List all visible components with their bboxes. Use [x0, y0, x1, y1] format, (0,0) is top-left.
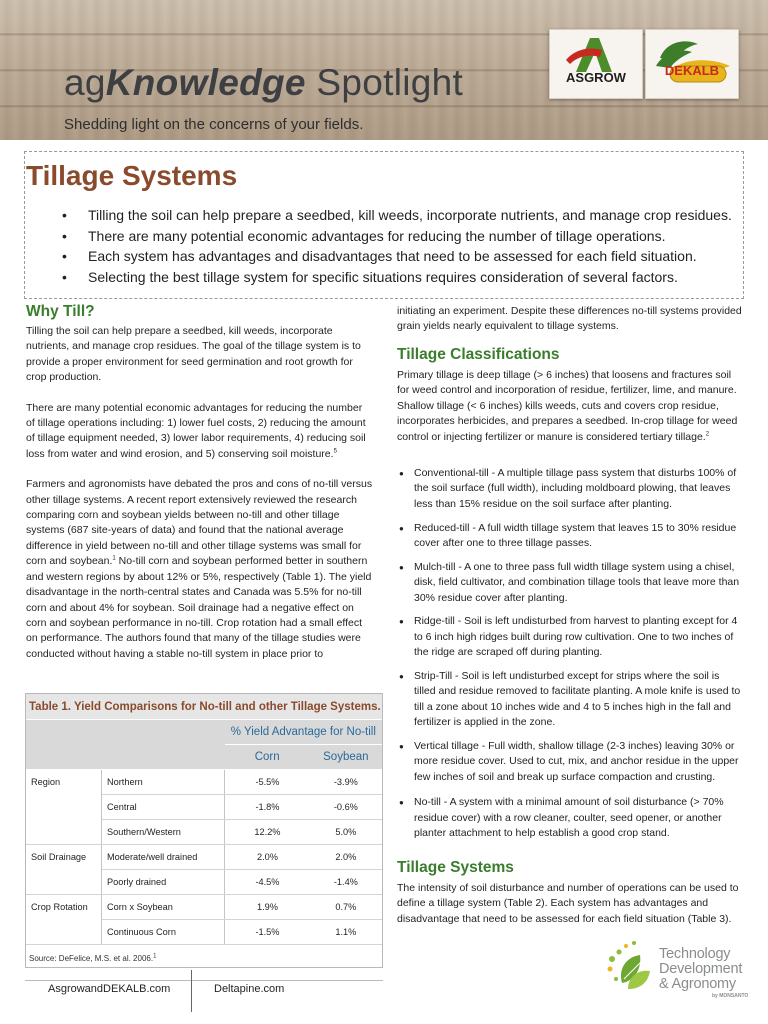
table-row [26, 895, 382, 920]
soybean-value: -0.6% [310, 795, 382, 820]
reference-mark: 2 [705, 431, 710, 438]
table-header-corn: Corn [225, 745, 310, 770]
row-label: Southern/Western [102, 820, 225, 845]
leaf-dots-icon [604, 933, 664, 1003]
page-header [0, 0, 768, 140]
table-source [29, 954, 156, 963]
summary-bullets [62, 205, 732, 287]
group-spacer [26, 820, 102, 845]
corn-value: -1.8% [225, 795, 310, 820]
summary-bullet: • Each system has advantages and disadvantages that need to be assessed for each field situation. [62, 246, 732, 267]
table-row [26, 820, 382, 845]
classification-item: ● Strip-Till - Soil is left undisturbed except for strips where the soil is tilled and residue removed to facilitate planting. A mole knife is used to till a zone about 10 inches wide and 4 to 5 inches high in the fall and fertilizer is applied in the zone. [397, 669, 743, 731]
row-label: Central [102, 795, 225, 820]
footer-link-asgrow-dekalb[interactable]: AsgrowandDEKALB.com [48, 983, 171, 995]
tda-line-2: Development [659, 961, 743, 977]
classification-item: ● Vertical tillage - Full width, shallow tillage (2-3 inches) leaving 30% or more residue cover. Used to cut, mix, and anchor residue in the upper few inches of soil and break up surface compaction and crusting. [397, 739, 743, 785]
footer-separator [191, 970, 192, 1012]
reference-mark: 1 [153, 953, 157, 960]
table-title: Table 1. Yield Comparisons for No-till and other Tillage Systems. [26, 694, 382, 719]
footer-link-deltapine[interactable]: Deltapine.com [214, 983, 285, 995]
row-label: Moderate/well drained [102, 845, 225, 870]
brand-prefix: ag [64, 62, 106, 103]
why-till-paragraph-2 [26, 401, 373, 463]
brand-knowledge: Knowledge [105, 62, 306, 103]
soybean-value: 1.1% [310, 920, 382, 945]
asgrow-logo-text: ASGROW [566, 70, 626, 85]
table-row [26, 845, 382, 870]
group-spacer [26, 870, 102, 895]
reference-mark: 5 [333, 448, 337, 455]
why-till-continued: initiating an experiment. Despite these differences no-till systems provided grain yields nearly equivalent to tillage systems. [397, 305, 742, 333]
brand-title [64, 62, 463, 104]
why-till-body [26, 324, 373, 677]
classification-item: ● No-till - A system with a minimal amount of soil disturbance (> 70% residue cover) with a row cleaner, coulter, seed opener, or another planter attachment to help establish a good crop stand. [397, 795, 743, 841]
corn-value: 2.0% [225, 845, 310, 870]
soybean-value: 0.7% [310, 895, 382, 920]
tillage-systems-heading: Tillage Systems [397, 859, 514, 876]
soybean-value: 2.0% [310, 845, 382, 870]
table-header-yield: % Yield Advantage for No-till [225, 720, 382, 745]
table-row [26, 870, 382, 895]
why-till-paragraph-3 [26, 477, 373, 662]
why-till-paragraph-2-text: There are many potential economic advantages for reducing the number of tillage operations including: 1) lower fuel costs, 2) reducing the amount of tillage equipment needed, 3) lower labor requirements, 4) reducing soil loss from water and wind erosion, and 5) conserving soil moisture. [26, 401, 366, 460]
tillage-classification-list [397, 466, 743, 850]
page-title: Tillage Systems [26, 160, 238, 191]
brand-suffix: Spotlight [305, 62, 464, 103]
summary-bullet: • There are many potential economic advantages for reducing the number of tillage operations. [62, 226, 732, 247]
soybean-value: -1.4% [310, 870, 382, 895]
footer-divider [25, 980, 383, 981]
summary-bullet: • Selecting the best tillage system for specific situations requires consideration of several factors. [62, 267, 732, 288]
row-label: Poorly drained [102, 870, 225, 895]
reference-mark: 1 [112, 555, 116, 562]
corn-value: -1.5% [225, 920, 310, 945]
classification-item: ● Reduced-till - A full width tillage system that leaves 15 to 30% residue cover after one to three tillage passes. [397, 521, 743, 552]
yield-comparison-table [25, 693, 383, 968]
group-label: Soil Drainage [26, 845, 102, 870]
dekalb-logo [645, 29, 739, 99]
group-label: Region [26, 770, 102, 795]
corn-value: -5.5% [225, 770, 310, 795]
tda-line-1: Technology [659, 946, 731, 962]
group-spacer [26, 920, 102, 945]
yield-table [26, 720, 382, 945]
classification-item: ● Conventional-till - A multiple tillage pass system that disturbs 100% of the soil surface (full width), including moldboard plowing, that leaves less than 15% residue on the soil surface after planting. [397, 466, 743, 512]
group-label: Crop Rotation [26, 895, 102, 920]
tda-line-3: & Agronomy [659, 976, 736, 992]
table-header-soybean: Soybean [310, 745, 382, 770]
classifications-heading: Tillage Classifications [397, 346, 560, 363]
tda-wordmark [659, 947, 742, 992]
soybean-value: 5.0% [310, 820, 382, 845]
why-till-heading: Why Till? [26, 303, 95, 320]
technology-development-agronomy-logo [604, 933, 754, 1003]
classification-item: ● Mulch-till - A one to three pass full width tillage system using a chisel, disk, field cultivator, and combination tillage tools that leave more than 30% residue cover after planting. [397, 560, 743, 606]
corn-value: -4.5% [225, 870, 310, 895]
table-row [26, 795, 382, 820]
row-label: Corn x Soybean [102, 895, 225, 920]
corn-value: 12.2% [225, 820, 310, 845]
classifications-intro [397, 368, 745, 445]
soybean-value: -3.9% [310, 770, 382, 795]
classifications-intro-text: Primary tillage is deep tillage (> 6 inches) that loosens and fractures soil for weed control and incorporation of residue, fertilizer, lime, and manure. Shallow tillage (< 6 inches) kills weeds, cuts and covers crop residue, incorporates herbicides, and prepares a seedbed. In-crop tillage for weed control or injecting fertilizer or manure is considered tertiary tillage. [397, 369, 738, 443]
row-label: Continuous Corn [102, 920, 225, 945]
tda-by-monsanto: by MONSANTO [712, 993, 749, 999]
tagline: Shedding light on the concerns of your fields. [64, 116, 364, 133]
classification-item: ● Ridge-till - Soil is left undisturbed from harvest to planting except for 4 to 6 inch high ridges built during row cultivation. One to two inches of the ridge are scraped off during planting. [397, 614, 743, 660]
table-header-blank [26, 720, 225, 770]
table-row [26, 920, 382, 945]
tillage-systems-text: The intensity of soil disturbance and number of operations can be used to define a tillage system (Table 2). Each system has advantages and disadvantage that need to be assessed for each field situation (Table 3). [397, 882, 739, 925]
table-row [26, 770, 382, 795]
why-till-paragraph-3b: No-till corn and soybean performed better in southern and western regions by about 12% or 5%, respectively (Table 1). The yield disadvantage in the north-central states and Canada was 5.5% for no-till corn and about 4% for soybean. Soil drainage had a negative effect on corn and soybean performance in no-till. Crop rotation had a small effect on performance. The authors found that many of the tillage studies were conducted without having a stable no-till system in place prior to [26, 555, 372, 660]
summary-bullet: • Tilling the soil can help prepare a seedbed, kill weeds, incorporate nutrients, and manage crop residues. [62, 205, 732, 226]
row-label: Northern [102, 770, 225, 795]
asgrow-logo [549, 29, 643, 99]
why-till-paragraph-3a: Farmers and agronomists have debated the pros and cons of no-till versus other tillage systems. A recent report extensively reviewed the research comparing corn and soybean yields between no-till and other tillage systems (687 site-years of data) and found that the national average difference in yield between no-till and other tillage systems was small for corn and soybean. [26, 478, 373, 568]
dekalb-logo-text: DEKALB [664, 63, 720, 78]
table-source-text: Source: DeFelice, M.S. et al. 2006. [29, 954, 154, 963]
group-spacer [26, 795, 102, 820]
corn-value: 1.9% [225, 895, 310, 920]
why-till-paragraph-1: Tilling the soil can help prepare a seedbed, kill weeds, incorporate nutrients, and manage crop residues. The goal of the tillage system is to provide a proper environment for seed germination and root growth for crop production. [26, 325, 361, 384]
table-header-row [26, 720, 382, 745]
